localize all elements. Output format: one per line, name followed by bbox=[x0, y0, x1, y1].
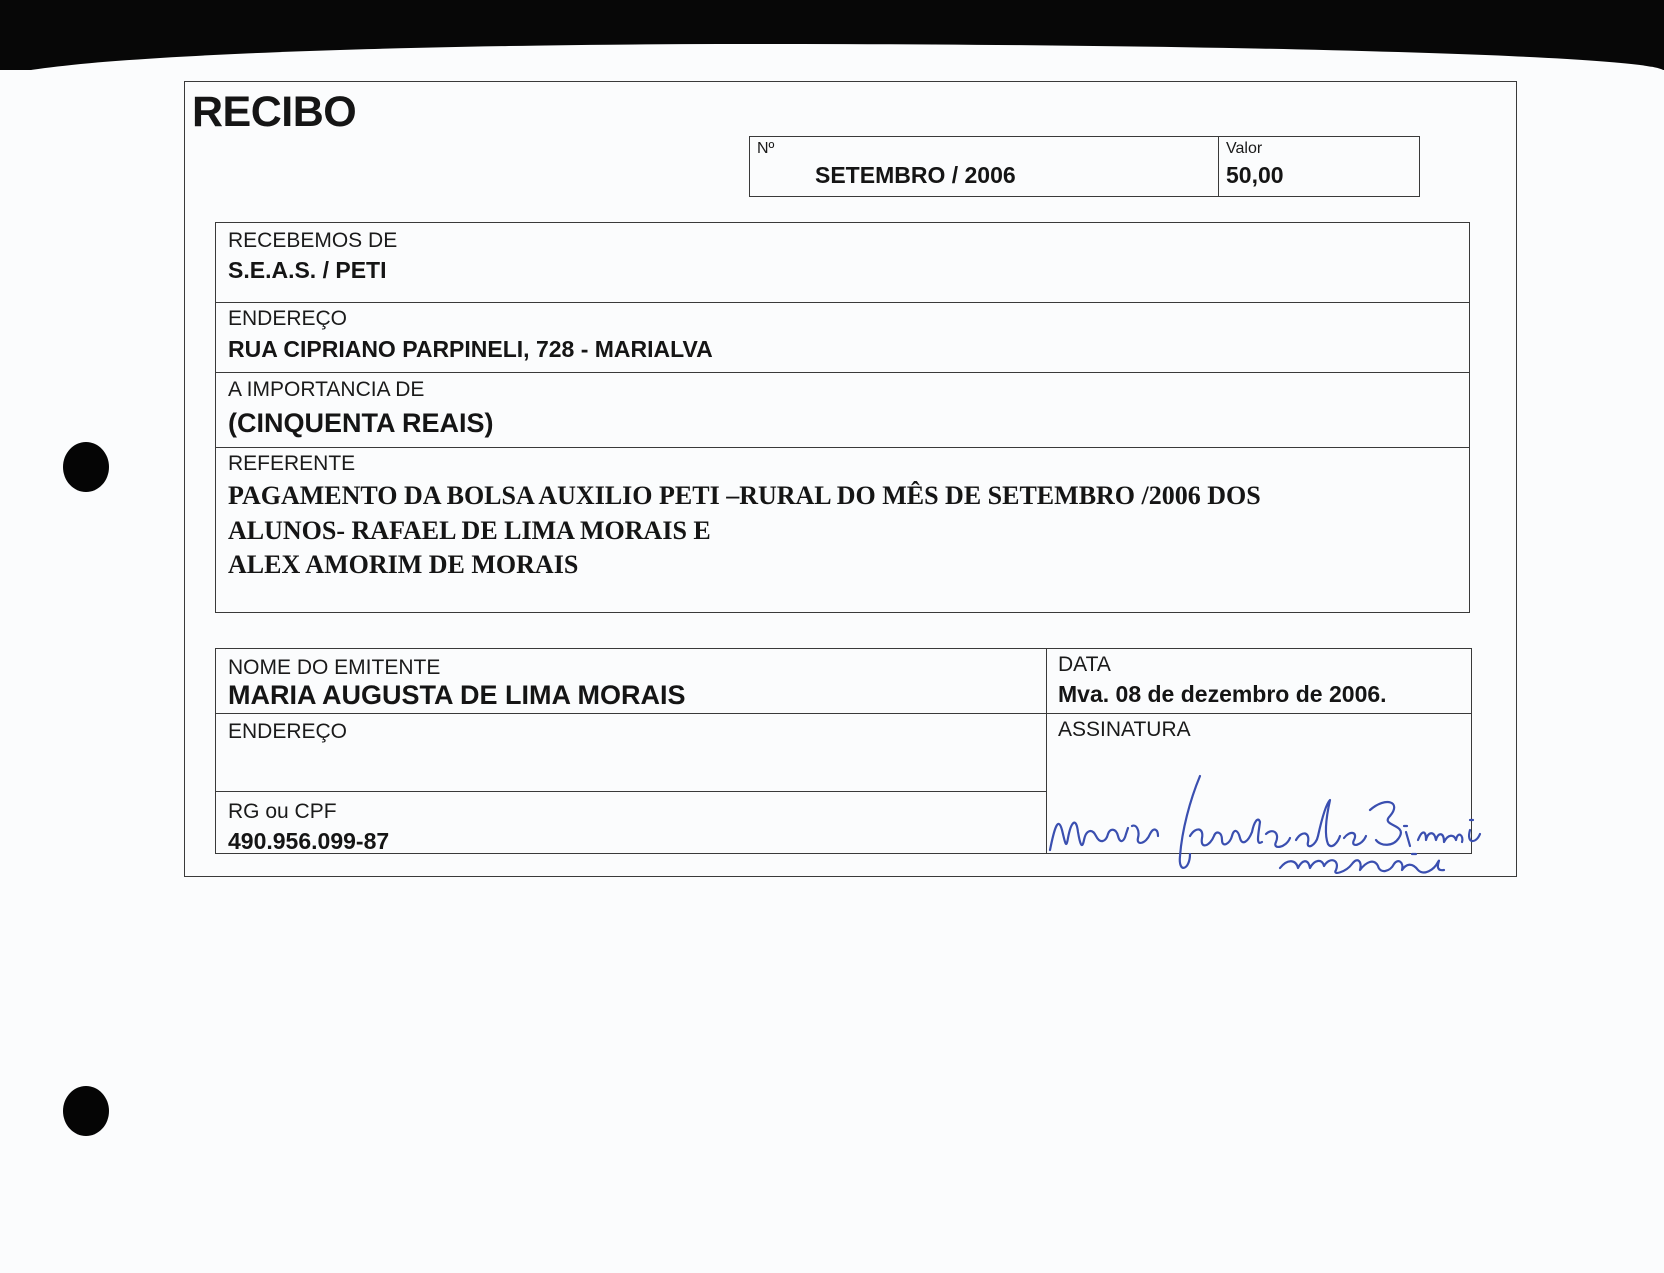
valor-value: 50,00 bbox=[1226, 162, 1284, 188]
importancia-value: (CINQUENTA REAIS) bbox=[228, 408, 494, 438]
numero-value: SETEMBRO / 2006 bbox=[815, 162, 1016, 188]
row-divider bbox=[215, 713, 1472, 714]
recebemos-label: RECEBEMOS DE bbox=[228, 229, 398, 252]
referente-line: ALUNOS- RAFAEL DE LIMA MORAIS E bbox=[228, 516, 711, 545]
punch-hole bbox=[63, 442, 109, 492]
number-value-divider bbox=[1218, 136, 1219, 197]
endereco-value: RUA CIPRIANO PARPINELI, 728 - MARIALVA bbox=[228, 336, 713, 362]
referente-line: ALEX AMORIM DE MORAIS bbox=[228, 550, 579, 579]
row-divider bbox=[215, 302, 1470, 303]
handwritten-signature bbox=[1040, 770, 1520, 880]
row-divider bbox=[215, 447, 1470, 448]
data-label: DATA bbox=[1058, 653, 1111, 676]
row-divider bbox=[215, 791, 1046, 792]
rg-cpf-value: 490.956.099-87 bbox=[228, 828, 390, 854]
punch-hole bbox=[63, 1086, 109, 1136]
nome-emitente-label: NOME DO EMITENTE bbox=[228, 656, 441, 679]
data-value: Mva. 08 de dezembro de 2006. bbox=[1058, 681, 1387, 707]
importancia-label: A IMPORTANCIA DE bbox=[228, 378, 425, 401]
rg-cpf-label: RG ou CPF bbox=[228, 800, 337, 823]
nome-emitente-value: MARIA AUGUSTA DE LIMA MORAIS bbox=[228, 680, 686, 710]
referente-line: PAGAMENTO DA BOLSA AUXILIO PETI –RURAL DO MÊS DE SETEMBRO /2006 DOS bbox=[228, 481, 1261, 510]
receipt-title: RECIBO bbox=[192, 88, 357, 136]
referente-label: REFERENTE bbox=[228, 452, 356, 475]
valor-label: Valor bbox=[1226, 140, 1263, 157]
endereco-label: ENDEREÇO bbox=[228, 307, 348, 330]
row-divider bbox=[215, 372, 1470, 373]
endereco-emitente-label: ENDEREÇO bbox=[228, 720, 348, 743]
recebemos-value: S.E.A.S. / PETI bbox=[228, 257, 387, 283]
numero-label: Nº bbox=[757, 140, 775, 157]
assinatura-label: ASSINATURA bbox=[1058, 718, 1191, 741]
